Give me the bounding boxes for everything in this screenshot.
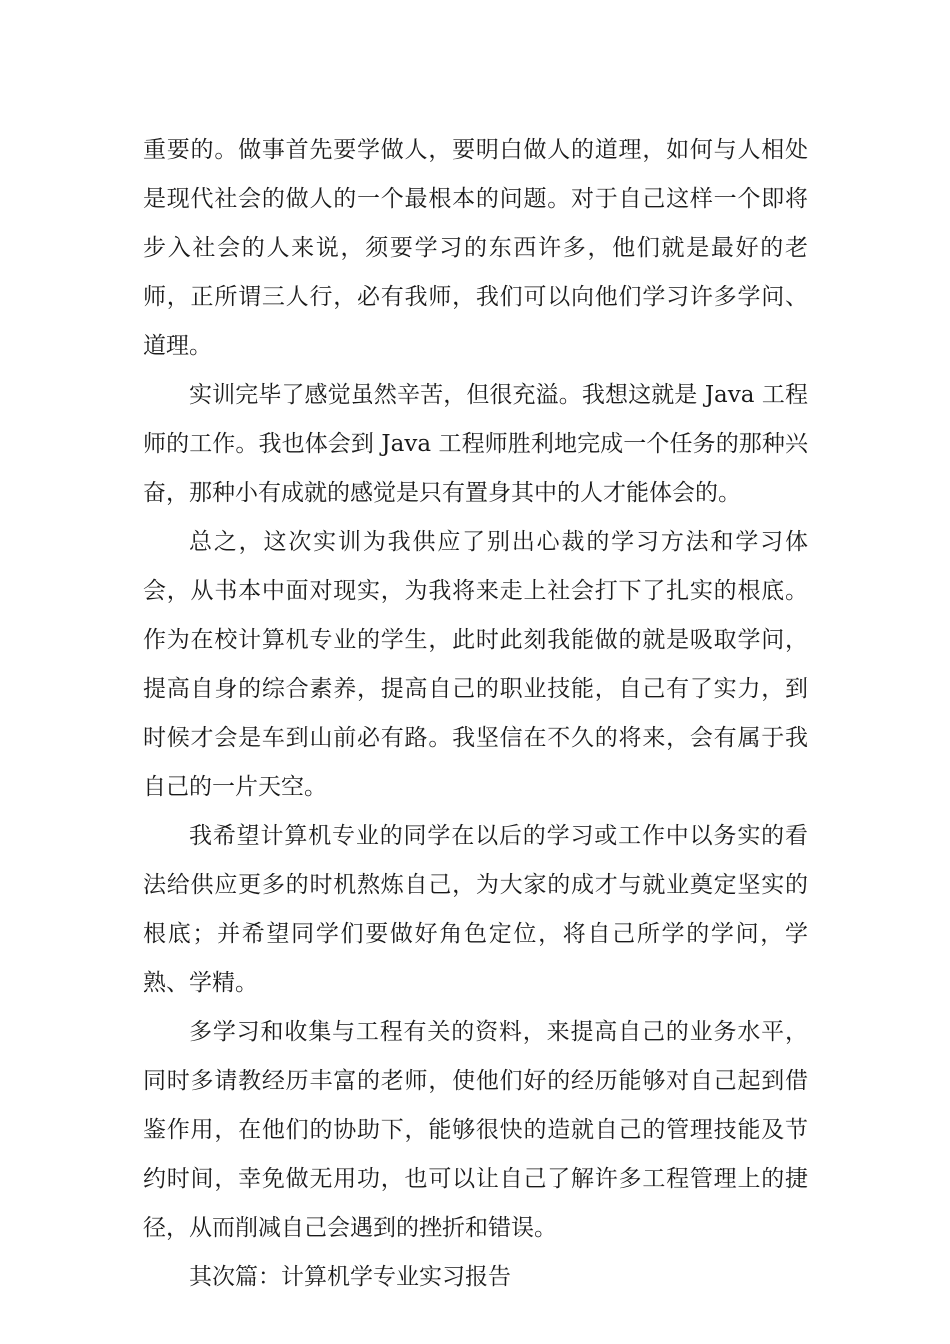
paragraph-java-engineer: 实训完毕了感觉虽然辛苦，但很充溢。我想这就是 Java 工程师的工作。我也体会到 Java 工程师胜利地完成一个任务的那种兴奋，那种小有成就的感觉是只有置身其中的人才能体会的。 bbox=[143, 382, 808, 506]
paragraph-summary: 总之，这次实训为我供应了别出心裁的学习方法和学习体会，从书本中面对现实，为我将来走上社会打下了扎实的根底。作为在校计算机专业的学生，此时此刻我能做的就是吸取学问，提高自身的综合素养，提高自己的职业技能，自己有了实力，到时候才会是车到山前必有路。我坚信在不久的将来，会有属于我自己的一片天空。 bbox=[143, 529, 808, 800]
paragraph-continuation: 重要的。做事首先要学做人，要明白做人的道理，如何与人相处是现代社会的做人的一个最根本的问题。对于自己这样一个即将步入社会的人来说，须要学习的东西许多，他们就是最好的老师，正所谓三人行，必有我师，我们可以向他们学习许多学问、道理。 bbox=[143, 137, 808, 359]
section-heading-next: 其次篇：计算机学专业实习报告 bbox=[189, 1264, 511, 1290]
paragraph-hope: 我希望计算机专业的同学在以后的学习或工作中以务实的看法给供应更多的时机熬炼自己，为大家的成才与就业奠定坚实的根底；并希望同学们要做好角色定位，将自己所学的学问，学熟、学精。 bbox=[143, 823, 808, 996]
paragraph-learning: 多学习和收集与工程有关的资料，来提高自己的业务水平，同时多请教经历丰富的老师，使他们好的经历能够对自己起到借鉴作用，在他们的协助下，能够很快的造就自己的管理技能及节约时间，幸免做无用功，也可以让自己了解许多工程管理上的捷径，从而削减自己会遇到的挫折和错误。 bbox=[143, 1019, 808, 1241]
document-body bbox=[143, 126, 808, 1302]
